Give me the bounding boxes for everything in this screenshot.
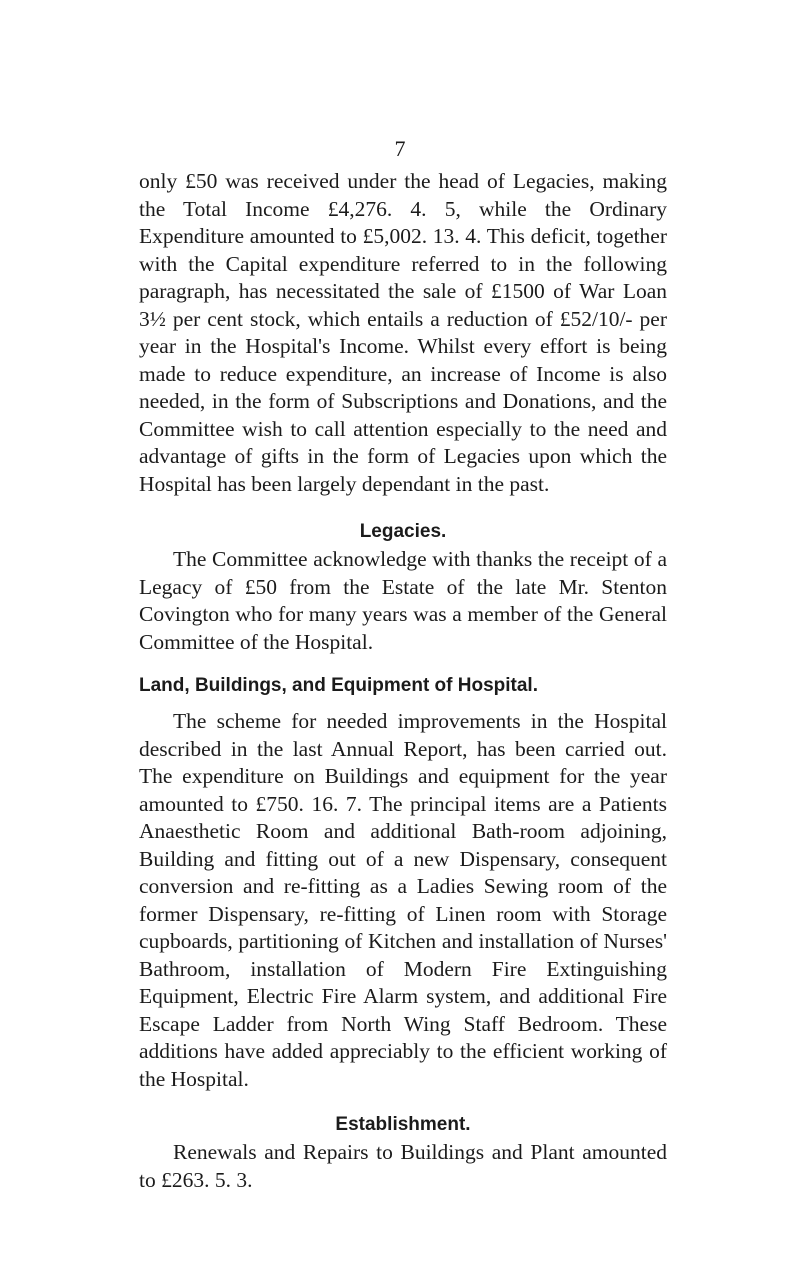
legacies-heading: Legacies. [359,521,447,542]
intro-paragraph: only £50 was received under the head of Legacies, making the Total Income £4,276. 4. 5, while the Ordinary Expenditure amounted to £5,002. 13. 4. This deficit, together with the Capital expenditure referred to in the following paragraph, has necessitated the sale of £1500 of War Loan 3½ per cent stock, which entails a reduction of £52/10/- per year in the Hospital's Income. Whilst every effort is being made to reduce expenditure, an increase of Income is also needed, in the form of Subscriptions and Donations, and the Committee wish to call attention especially to the need and advantage of gifts in the form of Legacies upon which the Hospital has been largely dependant in the past. [139,169,667,496]
document-body [139,168,667,1194]
land-buildings-heading: Land, Buildings, and Equipment of Hospital. [139,675,538,696]
legacies-paragraph: The Committee acknowledge with thanks the receipt of a Legacy of £50 from the Estate of the late Mr. Stenton Covington who for many years was a member of the General Committee of the Hospital. [139,547,667,654]
establishment-paragraph: Renewals and Repairs to Buildings and Plant amounted to £263. 5. 3. [139,1140,667,1192]
establishment-heading: Establishment. [335,1114,471,1135]
page-number: 7 [394,136,406,161]
land-buildings-paragraph: The scheme for needed improvements in the Hospital described in the last Annual Report, has been carried out. The expenditure on Buildings and equipment for the year amounted to £750. 16. 7. The principal items are a Patients Anaesthetic Room and additional Bath-room adjoining, Building and fitting out of a new Dispensary, consequent conversion and re-fitting as a Ladies Sewing room of the former Dispensary, re-fitting of Linen room with Storage cupboards, partitioning of Kitchen and installation of Nurses' Bathroom, installation of Modern Fire Extinguishing Equipment, Electric Fire Alarm system, and additional Fire Escape Ladder from North Wing Staff Bedroom. These additions have added appreciably to the efficient working of the Hospital. [139,709,667,1091]
